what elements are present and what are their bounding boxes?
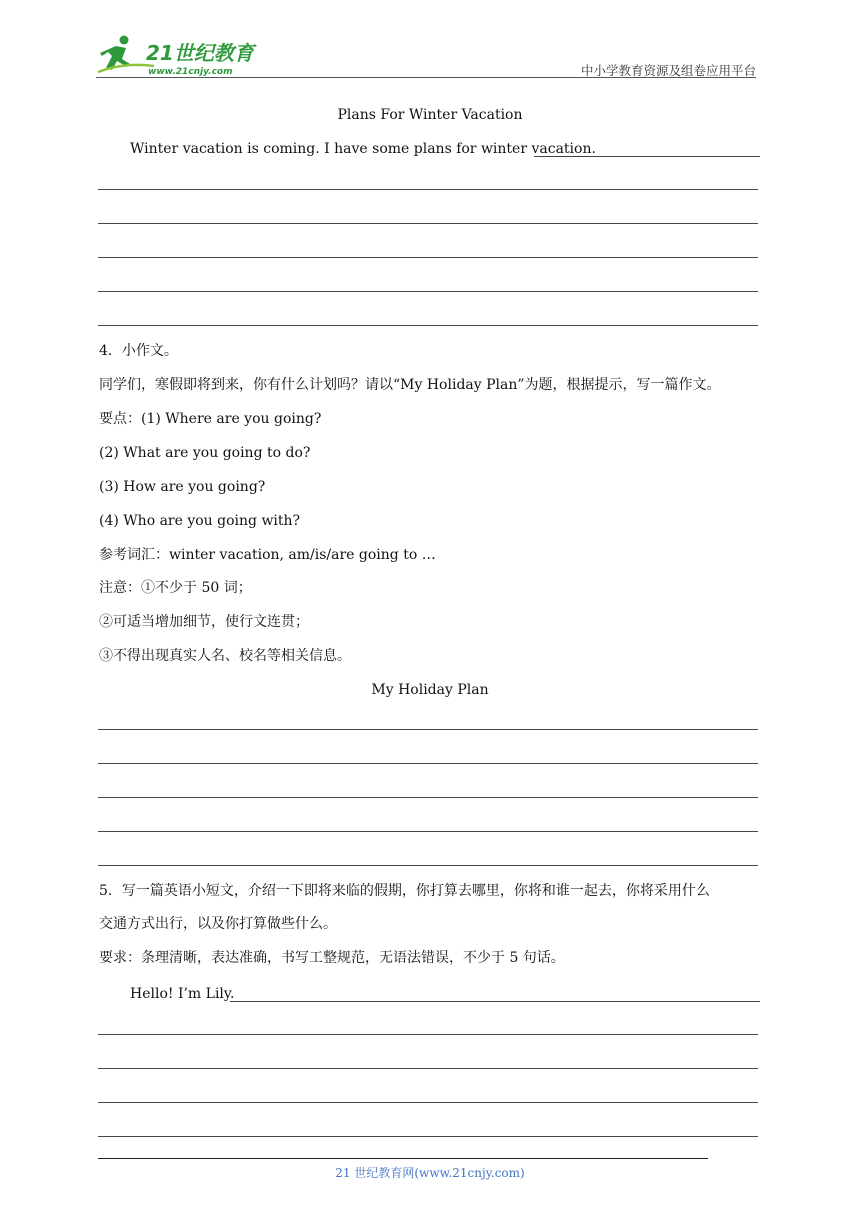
answer-line[interactable] xyxy=(98,257,758,258)
answer-line[interactable] xyxy=(98,729,758,730)
logo-subtext: www.21cnjy.com xyxy=(148,67,233,77)
platform-name: 中小学教育资源及组卷应用平台 xyxy=(580,63,756,78)
question-5-starter: Hello! I’m Lily. xyxy=(130,986,235,1002)
essay-title-holiday: My Holiday Plan xyxy=(371,682,489,698)
answer-line[interactable] xyxy=(98,223,758,224)
question-4-point-3: (3) How are you going? xyxy=(99,479,266,495)
answer-line[interactable] xyxy=(98,1136,758,1137)
answer-line[interactable] xyxy=(98,797,758,798)
question-5-requirements: 要求：条理清晰，表达准确，书写工整规范，无语法错误，不少于 5 句话。 xyxy=(99,950,565,966)
question-4-number: 4．小作文。 xyxy=(99,343,178,359)
question-4-note-1: 注意：①不少于 50 词； xyxy=(99,580,252,596)
question-4-point-2: (2) What are you going to do? xyxy=(99,445,311,461)
question-5-prompt-line-1: 5．写一篇英语小短文，介绍一下即将来临的假期，你打算去哪里，你将和谁一起去，你将采用什么 xyxy=(99,883,710,899)
question-4-point-1: 要点：(1) Where are you going? xyxy=(99,411,322,427)
answer-line[interactable] xyxy=(98,1034,758,1035)
answer-line[interactable] xyxy=(98,1068,758,1069)
answer-line[interactable] xyxy=(98,865,758,866)
answer-line[interactable] xyxy=(98,1102,758,1103)
header-divider xyxy=(96,77,756,78)
question-4-point-4: (4) Who are you going with? xyxy=(99,513,301,529)
essay-intro-winter: Winter vacation is coming. I have some plans for winter vacation. xyxy=(130,141,596,157)
logo-text: 21世纪教育 xyxy=(146,41,254,65)
answer-line[interactable] xyxy=(98,831,758,832)
site-logo xyxy=(94,32,264,80)
answer-line[interactable] xyxy=(98,189,758,190)
footer-link[interactable]: 21 世纪教育网(www.21cnjy.com) xyxy=(335,1166,525,1180)
answer-line[interactable] xyxy=(230,1001,760,1002)
question-4-prompt: 同学们，寒假即将到来，你有什么计划吗？请以“My Holiday Plan”为题，根据提示，写一篇作文。 xyxy=(99,377,721,393)
essay-title-winter: Plans For Winter Vacation xyxy=(337,107,523,123)
answer-line[interactable] xyxy=(98,291,758,292)
answer-line[interactable] xyxy=(534,156,760,157)
question-5-prompt-line-2: 交通方式出行，以及你打算做些什么。 xyxy=(99,916,337,932)
question-4-note-3: ③不得出现真实人名、校名等相关信息。 xyxy=(99,648,351,664)
footer-divider xyxy=(98,1158,708,1159)
question-4-note-2: ②可适当增加细节，使行文连贯； xyxy=(99,614,309,630)
answer-line[interactable] xyxy=(98,325,758,326)
question-4-vocab: 参考词汇：winter vacation, am/is/are going to … xyxy=(99,547,436,563)
answer-line[interactable] xyxy=(98,763,758,764)
